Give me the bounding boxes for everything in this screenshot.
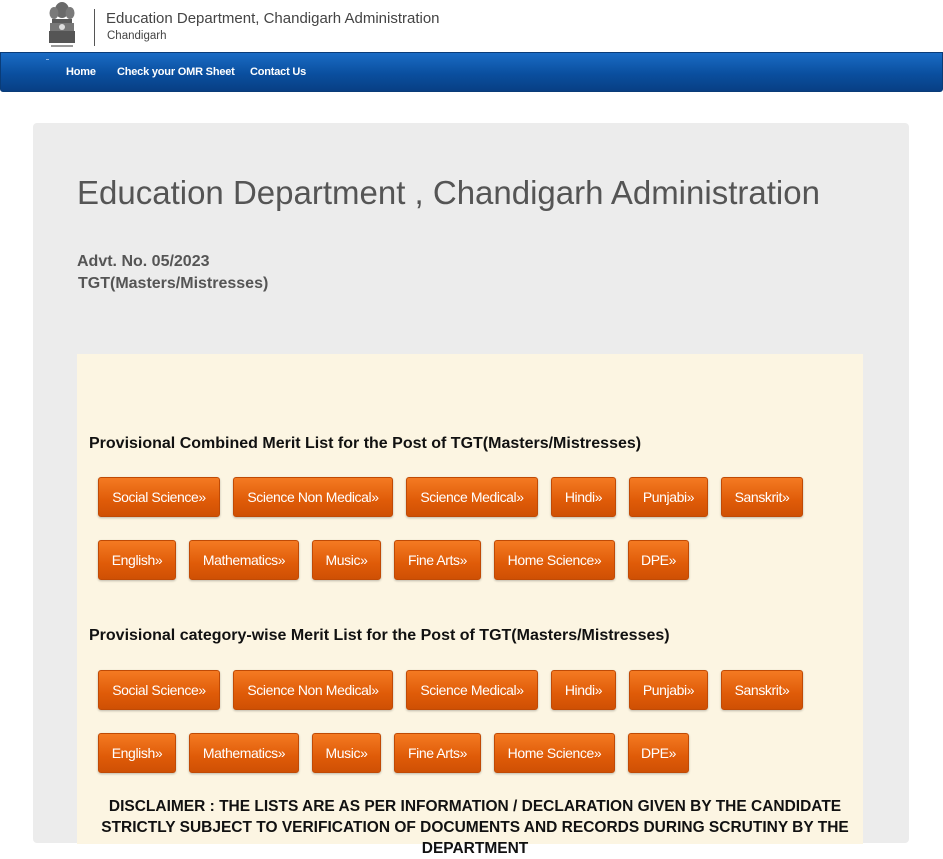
combined-social-science-button[interactable]: Social Science» bbox=[98, 477, 220, 517]
category-mathematics-button[interactable]: Mathematics» bbox=[189, 733, 299, 773]
category-english-button[interactable]: English» bbox=[98, 733, 176, 773]
category-hindi-button[interactable]: Hindi» bbox=[551, 670, 616, 710]
combined-mathematics-button[interactable]: Mathematics» bbox=[189, 540, 299, 580]
header-divider bbox=[94, 9, 95, 46]
combined-punjabi-button[interactable]: Punjabi» bbox=[629, 477, 708, 517]
category-wise-merit-heading: Provisional category-wise Merit List for the Post of TGT(Masters/Mistresses) bbox=[89, 627, 670, 644]
category-dpe-button[interactable]: DPE» bbox=[628, 733, 689, 773]
combined-dpe-button[interactable]: DPE» bbox=[628, 540, 689, 580]
site-title: Education Department, Chandigarh Administration bbox=[106, 10, 440, 27]
combined-merit-heading: Provisional Combined Merit List for the Post of TGT(Masters/Mistresses) bbox=[89, 435, 642, 452]
combined-sanskrit-button[interactable]: Sanskrit» bbox=[721, 477, 803, 517]
category-social-science-button[interactable]: Social Science» bbox=[98, 670, 220, 710]
category-science-medical-button[interactable]: Science Medical» bbox=[406, 670, 538, 710]
combined-english-button[interactable]: English» bbox=[98, 540, 176, 580]
advertisement-number: Advt. No. 05/2023 bbox=[77, 253, 210, 270]
nav-dot-decoration bbox=[46, 59, 49, 60]
nav-check-omr-link[interactable]: Check your OMR Sheet bbox=[117, 66, 235, 78]
nav-home-link[interactable]: Home bbox=[66, 66, 96, 78]
combined-fine-arts-button[interactable]: Fine Arts» bbox=[394, 540, 481, 580]
combined-music-button[interactable]: Music» bbox=[312, 540, 381, 580]
page-title: Education Department , Chandigarh Administration bbox=[77, 174, 820, 211]
site-subtitle: Chandigarh bbox=[107, 30, 167, 42]
category-home-science-button[interactable]: Home Science» bbox=[494, 733, 615, 773]
category-sanskrit-button[interactable]: Sanskrit» bbox=[721, 670, 803, 710]
combined-science-non-medical-button[interactable]: Science Non Medical» bbox=[233, 477, 393, 517]
disclaimer-text: DISCLAIMER : THE LISTS ARE AS PER INFORMATION / DECLARATION GIVEN BY THE CANDIDATE STRICTLY SUBJECT TO VERIFICATION OF DOCUMENTS AND RECORDS DURING SCRUTINY BY THE DEPARTMENT bbox=[101, 798, 849, 857]
category-punjabi-button[interactable]: Punjabi» bbox=[629, 670, 708, 710]
category-music-button[interactable]: Music» bbox=[312, 733, 381, 773]
post-name: TGT(Masters/Mistresses) bbox=[78, 275, 269, 292]
national-emblem-logo bbox=[44, 0, 80, 52]
combined-hindi-button[interactable]: Hindi» bbox=[551, 477, 616, 517]
nav-contact-link[interactable]: Contact Us bbox=[250, 66, 307, 78]
combined-science-medical-button[interactable]: Science Medical» bbox=[406, 477, 538, 517]
main-navbar bbox=[0, 52, 943, 92]
category-fine-arts-button[interactable]: Fine Arts» bbox=[394, 733, 481, 773]
category-science-non-medical-button[interactable]: Science Non Medical» bbox=[233, 670, 393, 710]
site-header bbox=[0, 0, 943, 52]
combined-home-science-button[interactable]: Home Science» bbox=[494, 540, 615, 580]
